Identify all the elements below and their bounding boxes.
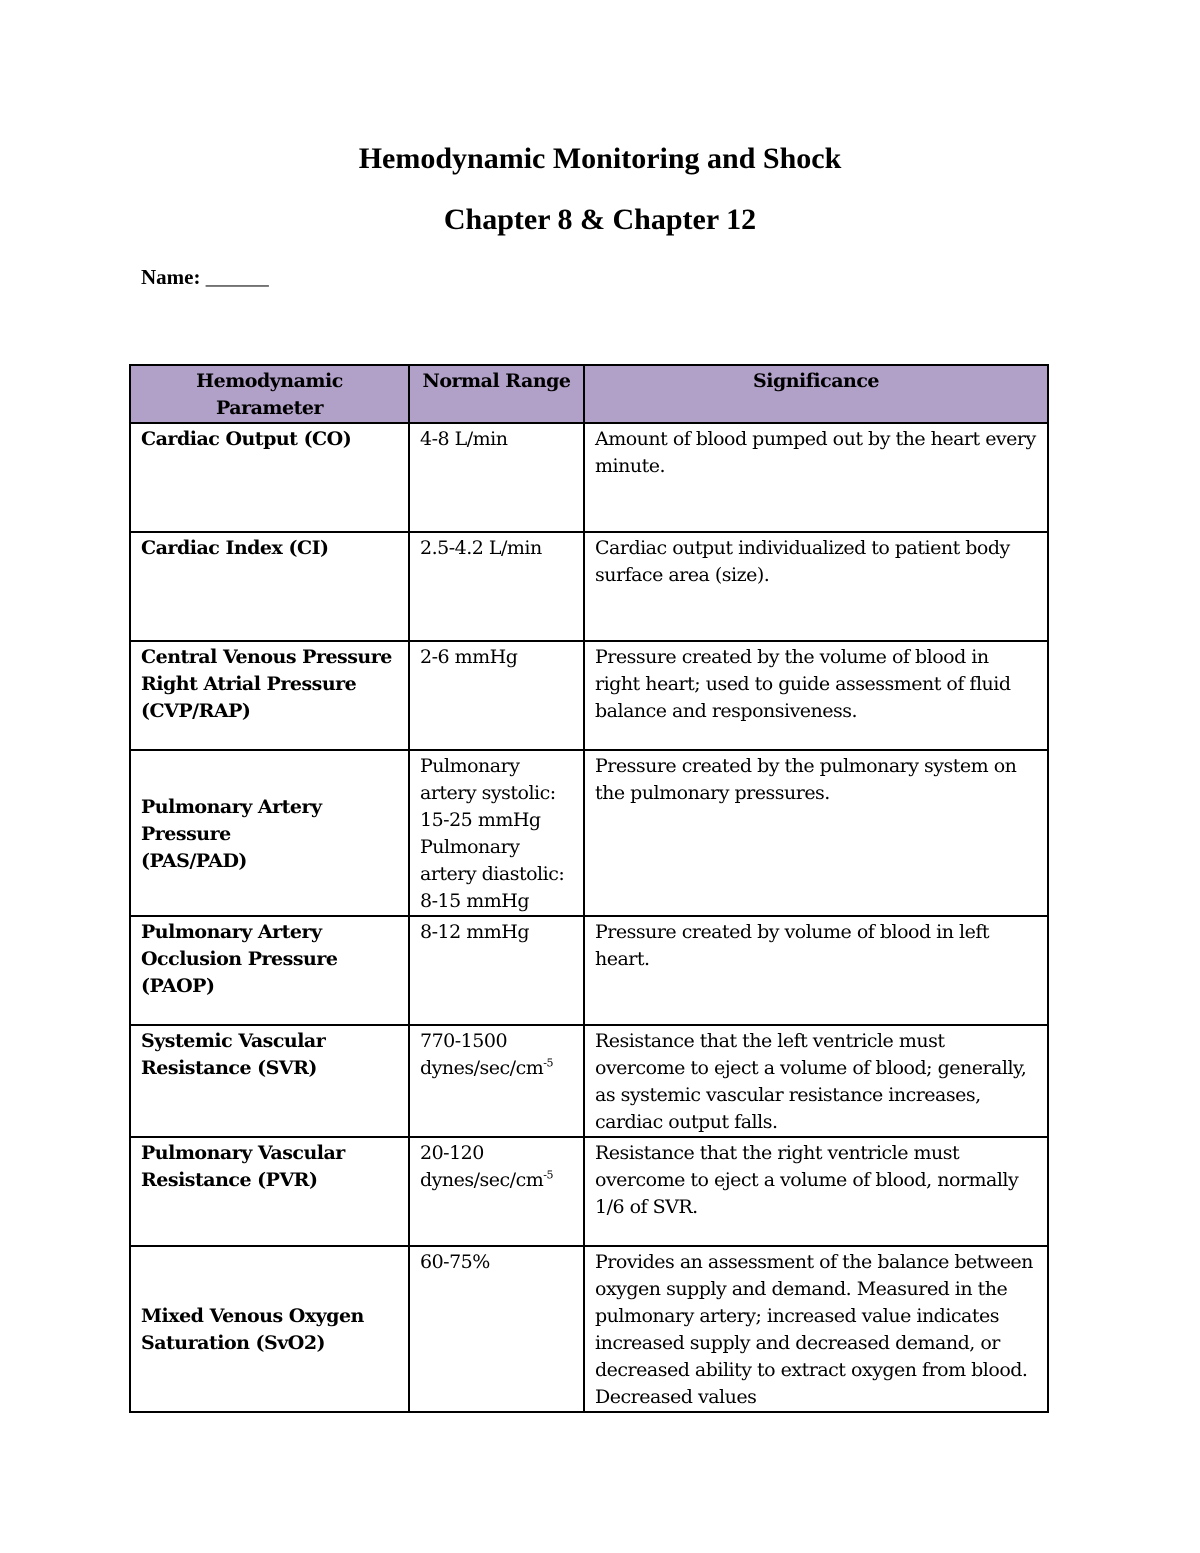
range-unit: dynes/sec/cm — [420, 1057, 544, 1079]
table-row — [130, 1025, 1048, 1137]
parameter-cell — [130, 1137, 409, 1246]
parameter-line: Resistance (PVR) — [141, 1169, 318, 1191]
parameter-line: Central Venous Pressure — [141, 646, 392, 668]
table-row — [130, 750, 1048, 916]
parameter-line: (CVP/RAP) — [141, 700, 251, 722]
chapter-subtitle: Chapter 8 & Chapter 12 — [443, 203, 757, 236]
range-cell: 4-8 L/min — [409, 423, 584, 532]
range-line: 8-15 mmHg — [420, 890, 529, 912]
header-normal-range: Normal Range — [409, 365, 584, 423]
header-parameter: Hemodynamic Parameter — [130, 365, 409, 423]
parameter-line: (PAOP) — [141, 975, 215, 997]
table-row — [130, 423, 1048, 532]
table-row — [130, 916, 1048, 1025]
range-exponent: -5 — [543, 1168, 553, 1182]
table-row — [130, 1137, 1048, 1246]
hemodynamic-parameters-table — [129, 364, 1049, 1413]
range-unit: dynes/sec/cm — [420, 1169, 544, 1191]
range-cell: 60-75% — [409, 1246, 584, 1412]
range-value: 770-1500 — [420, 1030, 508, 1052]
parameter-line: (PAS/PAD) — [141, 849, 247, 872]
name-field — [141, 265, 269, 290]
parameter-cell — [130, 750, 409, 916]
significance-cell: Resistance that the right ventricle must overcome to eject a volume of blood, normally 1/6 of SVR. — [584, 1137, 1048, 1246]
parameter-cell — [130, 1025, 409, 1137]
range-unit-line — [420, 1055, 573, 1082]
parameter-cell — [130, 916, 409, 1025]
range-line: Pulmonary — [420, 836, 520, 858]
range-cell — [409, 1137, 584, 1246]
table-row — [130, 641, 1048, 750]
parameter-line: Pressure — [141, 822, 231, 845]
parameter-cell: Cardiac Output (CO) — [130, 423, 409, 532]
significance-cell: Pressure created by volume of blood in left heart. — [584, 916, 1048, 1025]
name-blank: ______ — [205, 265, 269, 289]
parameter-cell — [130, 641, 409, 750]
significance-cell: Resistance that the left ventricle must overcome to eject a volume of blood; generally, as systemic vascular resistance increases, cardiac output falls. — [584, 1025, 1048, 1137]
parameter-line: Right Atrial Pressure — [141, 673, 357, 695]
range-line: artery diastolic: — [420, 863, 565, 885]
document-title: Hemodynamic Monitoring and Shock — [358, 142, 842, 175]
parameter-line: Mixed Venous Oxygen — [141, 1305, 364, 1327]
range-line: 15-25 mmHg — [420, 809, 541, 831]
parameter-line: Systemic Vascular — [141, 1030, 326, 1052]
range-cell — [409, 1025, 584, 1137]
range-cell — [409, 750, 584, 916]
parameter-cell — [130, 1246, 409, 1412]
range-cell: 2-6 mmHg — [409, 641, 584, 750]
parameter-line: Saturation (SvO2) — [141, 1332, 326, 1354]
parameter-line: Pulmonary Artery — [141, 795, 322, 818]
table-row — [130, 532, 1048, 641]
parameter-line: Pulmonary Artery — [141, 921, 322, 943]
significance-cell: Provides an assessment of the balance between oxygen supply and demand. Measured in the pulmonary artery; increased value indicates increased supply and decreased demand, or decreased ability to extract oxygen from blood. Decreased values — [584, 1246, 1048, 1412]
table-header-row — [130, 365, 1048, 423]
range-cell: 2.5-4.2 L/min — [409, 532, 584, 641]
parameter-line: Pulmonary Vascular — [141, 1142, 345, 1164]
range-line: Pulmonary — [420, 755, 520, 777]
significance-cell: Pressure created by the pulmonary system on the pulmonary pressures. — [584, 750, 1048, 916]
significance-cell: Pressure created by the volume of blood in right heart; used to guide assessment of fluid balance and responsiveness. — [584, 641, 1048, 750]
parameter-cell: Cardiac Index (CI) — [130, 532, 409, 641]
range-value: 20-120 — [420, 1142, 484, 1164]
header-significance: Significance — [584, 365, 1048, 423]
name-label: Name: — [141, 265, 201, 289]
range-unit-line — [420, 1167, 573, 1194]
significance-cell: Cardiac output individualized to patient body surface area (size). — [584, 532, 1048, 641]
significance-cell: Amount of blood pumped out by the heart every minute. — [584, 423, 1048, 532]
parameter-line: Resistance (SVR) — [141, 1057, 317, 1079]
range-line: artery systolic: — [420, 782, 556, 804]
table-row — [130, 1246, 1048, 1412]
parameter-line: Occlusion Pressure — [141, 948, 338, 970]
range-exponent: -5 — [543, 1056, 553, 1070]
range-cell: 8-12 mmHg — [409, 916, 584, 1025]
